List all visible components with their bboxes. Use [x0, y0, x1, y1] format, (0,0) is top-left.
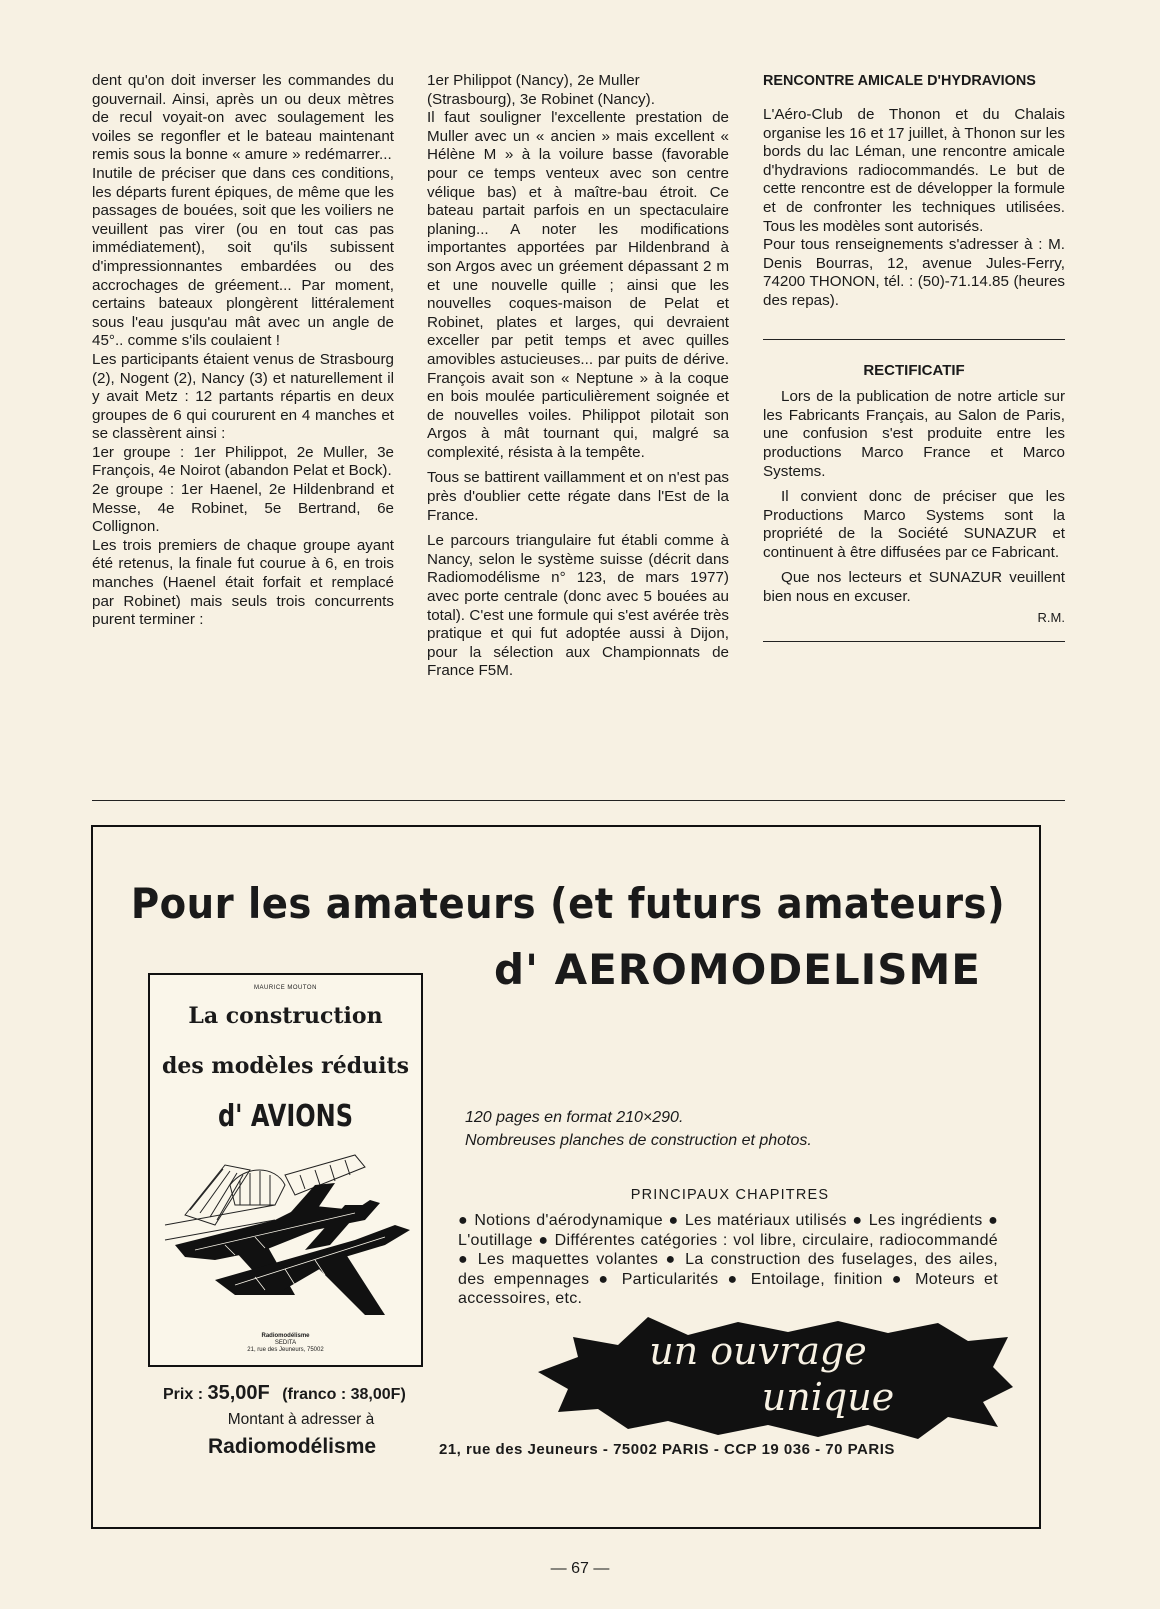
paragraph: Le parcours triangulaire fut établi comme à Nancy, selon le système suisse (décrit dans Radiomodélisme n° 123, de mars 1977) avec porte centrale (donc avec 5 bouées au total). C'est une formule qui s'est avérée très pratique et qui fut adoptée aussi à Dijon, pour la sélection aux Championnats de France F5M. [427, 532, 729, 680]
chapter-item: Les maquettes volantes [477, 1251, 659, 1269]
book-description [465, 1106, 812, 1152]
publisher-name: Radiomodélisme [208, 1435, 377, 1458]
article-column-2 [427, 72, 729, 681]
book-title: des modèles réduits [161, 1053, 410, 1079]
paragraph: 2e groupe : 1er Haenel, 2e Hildenbrand et Messe, 4e Robinet, 5e Bertrand, 6e Collignon. [92, 481, 394, 536]
banner-text: un ouvrage [649, 1329, 867, 1373]
page-divider [92, 800, 1065, 801]
book-title: d' AVIONS [217, 1099, 354, 1134]
bullet-icon: ● [598, 1270, 613, 1288]
chapter-item: Particularités [621, 1270, 719, 1288]
chapter-item: Moteurs et accessoires, etc. [458, 1270, 998, 1308]
chapter-item: Les matériaux utilisés [684, 1212, 847, 1229]
divider [763, 339, 1065, 340]
bullet-icon: ● [458, 1251, 471, 1269]
page-number: — 67 — [550, 1560, 610, 1577]
divider [763, 641, 1065, 642]
chapters-title: PRINCIPAUX CHAPITRES [630, 1187, 830, 1203]
banner [538, 1317, 1013, 1442]
signature: R.M. [1037, 609, 1065, 625]
bullet-icon: ● [852, 1212, 864, 1229]
book-title: La construction [188, 1003, 383, 1029]
book-publisher-line: 21, rue des Jeuneurs, 75002 [247, 1347, 324, 1353]
section-title: RECTIFICATIF [863, 361, 965, 379]
bullet-icon: ● [665, 1251, 678, 1269]
description-line: Nombreuses planches de construction et photos. [465, 1132, 812, 1149]
bullet-icon: ● [727, 1270, 742, 1288]
section-title: RENCONTRE AMICALE D'HYDRAVIONS [763, 73, 1036, 89]
bullet-icon: ● [538, 1231, 550, 1249]
chapter-item: La construction des fuselages, des ailes, des empennages [458, 1251, 999, 1288]
chapter-item: Les ingrédients [868, 1212, 983, 1229]
paragraph: Il faut souligner l'excellente prestation de Muller avec un « ancien » mais excellent « Hélène M » à la voilure basse (favorable pour ce temps venteux avec son centre vélique bas) et à maître-bau étroit. Ce bateau partait parfois en un spectaculaire planing... A noter les modifications importantes apportées par Hildenbrand à son Argos avec un gréement dépassant 2 m et une nouvelle quille ; ainsi que les nouvelles coques-maison de Pelat et Robinet, plates et larges, qui devraient exceller par petit temps et avec quilles amovibles astucieuses... par puits de dérive. François avait son « Neptune » à la coque en bois moulée particulièrement soignée et de nouvelles voiles. Philippot pilotait son Argos à mât tournant qui, malgré sa complexité, résista à la tempête. [427, 109, 729, 461]
paragraph: Inutile de préciser que dans ces conditions, les départs furent épiques, de même que les passages de bouées, soit que les voiliers ne veuillent pas virer (ou en tout cas pas immédiatement), soit qu'ils subissent d'impressionnantes embardées ou des accrochages de gréement... Par moment, certains bateaux plongèrent littéralement sous l'eau jusqu'au mât avec un angle de 45°.. comme s'ils coulaient ! [92, 164, 394, 350]
price-label: Prix : [163, 1386, 204, 1403]
banner-text: unique [761, 1375, 895, 1419]
price-franco: (franco : 38,00F) [282, 1386, 406, 1403]
book-cover [148, 973, 423, 1367]
airplane-illustration [155, 1145, 415, 1325]
chapter-item: L'outillage [458, 1231, 533, 1249]
book-publisher-line: Radiomodélisme [261, 1333, 310, 1339]
book-author: MAURICE MOUTON [254, 985, 317, 991]
paragraph: Il convient donc de préciser que les Productions Marco Systems sont la propriété de la Société SUNAZUR et continuent à être diffusées par ce Fabricant. [763, 488, 1065, 561]
paragraph: L'Aéro-Club de Thonon et du Chalais organise les 16 et 17 juillet, à Thonon sur les bords du lac Léman, une rencontre amicale d'hydravions radiocommandés. Le but de cette rencontre est de développer la formule et de confronter les techniques utilisées. Tous les modèles sont autorisés. [763, 106, 1065, 235]
bullet-icon: ● [988, 1212, 999, 1229]
paragraph: Les trois premiers de chaque groupe ayant été retenus, la finale fut courue à 6, en trois manches (Haenel était forfait et remplacé par Robinet) mais seuls trois concurrents purent terminer : [92, 536, 394, 629]
paragraph: Lors de la publication de notre article sur les Fabricants Français, au Salon de Paris, une confusion s'est produite entre les productions Marco France et Marco Systems. [763, 388, 1065, 480]
article-column-3 [763, 72, 1065, 642]
chapter-item: Entoilage, finition [750, 1270, 883, 1288]
bullet-icon: ● [891, 1270, 906, 1288]
paragraph: Les participants étaient venus de Strasbourg (2), Nogent (2), Nancy (3) et naturellement il y avait Metz : 12 partants répartis en deux groupes de 6 qui coururent en 4 manches et se classèrent ainsi : [92, 350, 394, 443]
bullet-icon: ● [668, 1212, 680, 1229]
send-to: Montant à adresser à [227, 1411, 375, 1428]
publisher-address: 21, rue des Jeuneurs - 75002 PARIS - CCP 19 036 - 70 PARIS [439, 1441, 895, 1458]
article-column-1 [92, 72, 394, 630]
advertisement [91, 825, 1041, 1529]
book-publisher [150, 1333, 421, 1354]
ad-headline: Pour les amateurs (et futurs amateurs) [130, 879, 1006, 928]
paragraph: Pour tous renseignements s'adresser à : M. Denis Bourras, 12, avenue Jules-Ferry, 74200 THONON, tél. : (50)-71.14.85 (heures des repas). [763, 236, 1065, 309]
ad-headline-2: d' AEROMODELISME [494, 945, 981, 994]
price-value: 35,00F [207, 1382, 270, 1404]
paragraph: 1er groupe : 1er Philippot, 2e Muller, 3e François, 4e Noirot (abandon Pelat et Bock). [92, 443, 394, 480]
paragraph: 1er Philippot (Nancy), 2e Muller (Strasbourg), 3e Robinet (Nancy). [427, 72, 655, 108]
paragraph: dent qu'on doit inverser les commandes du gouvernail. Ainsi, après un ou deux mètres de recul voyait-on avec soulagement les voiles se regonfler et le bateau maintenant remis sous la bonne « amure » redémarrer... [92, 72, 394, 164]
bullet-icon: ● [458, 1212, 469, 1229]
description-line: 120 pages en format 210×290. [465, 1109, 684, 1126]
chapters-list [458, 1211, 998, 1309]
chapter-item: Notions d'aérodynamique [474, 1212, 663, 1229]
chapter-item: Différentes catégories : vol libre, circulaire, radiocommandé [554, 1231, 998, 1249]
price [163, 1382, 406, 1405]
paragraph: Que nos lecteurs et SUNAZUR veuillent bien nous en excuser. [763, 569, 1065, 606]
book-publisher-line: SEDITA [274, 1340, 297, 1346]
paragraph: Tous se battirent vaillamment et on n'est pas près d'oublier cette régate dans l'Est de la France. [427, 469, 729, 524]
